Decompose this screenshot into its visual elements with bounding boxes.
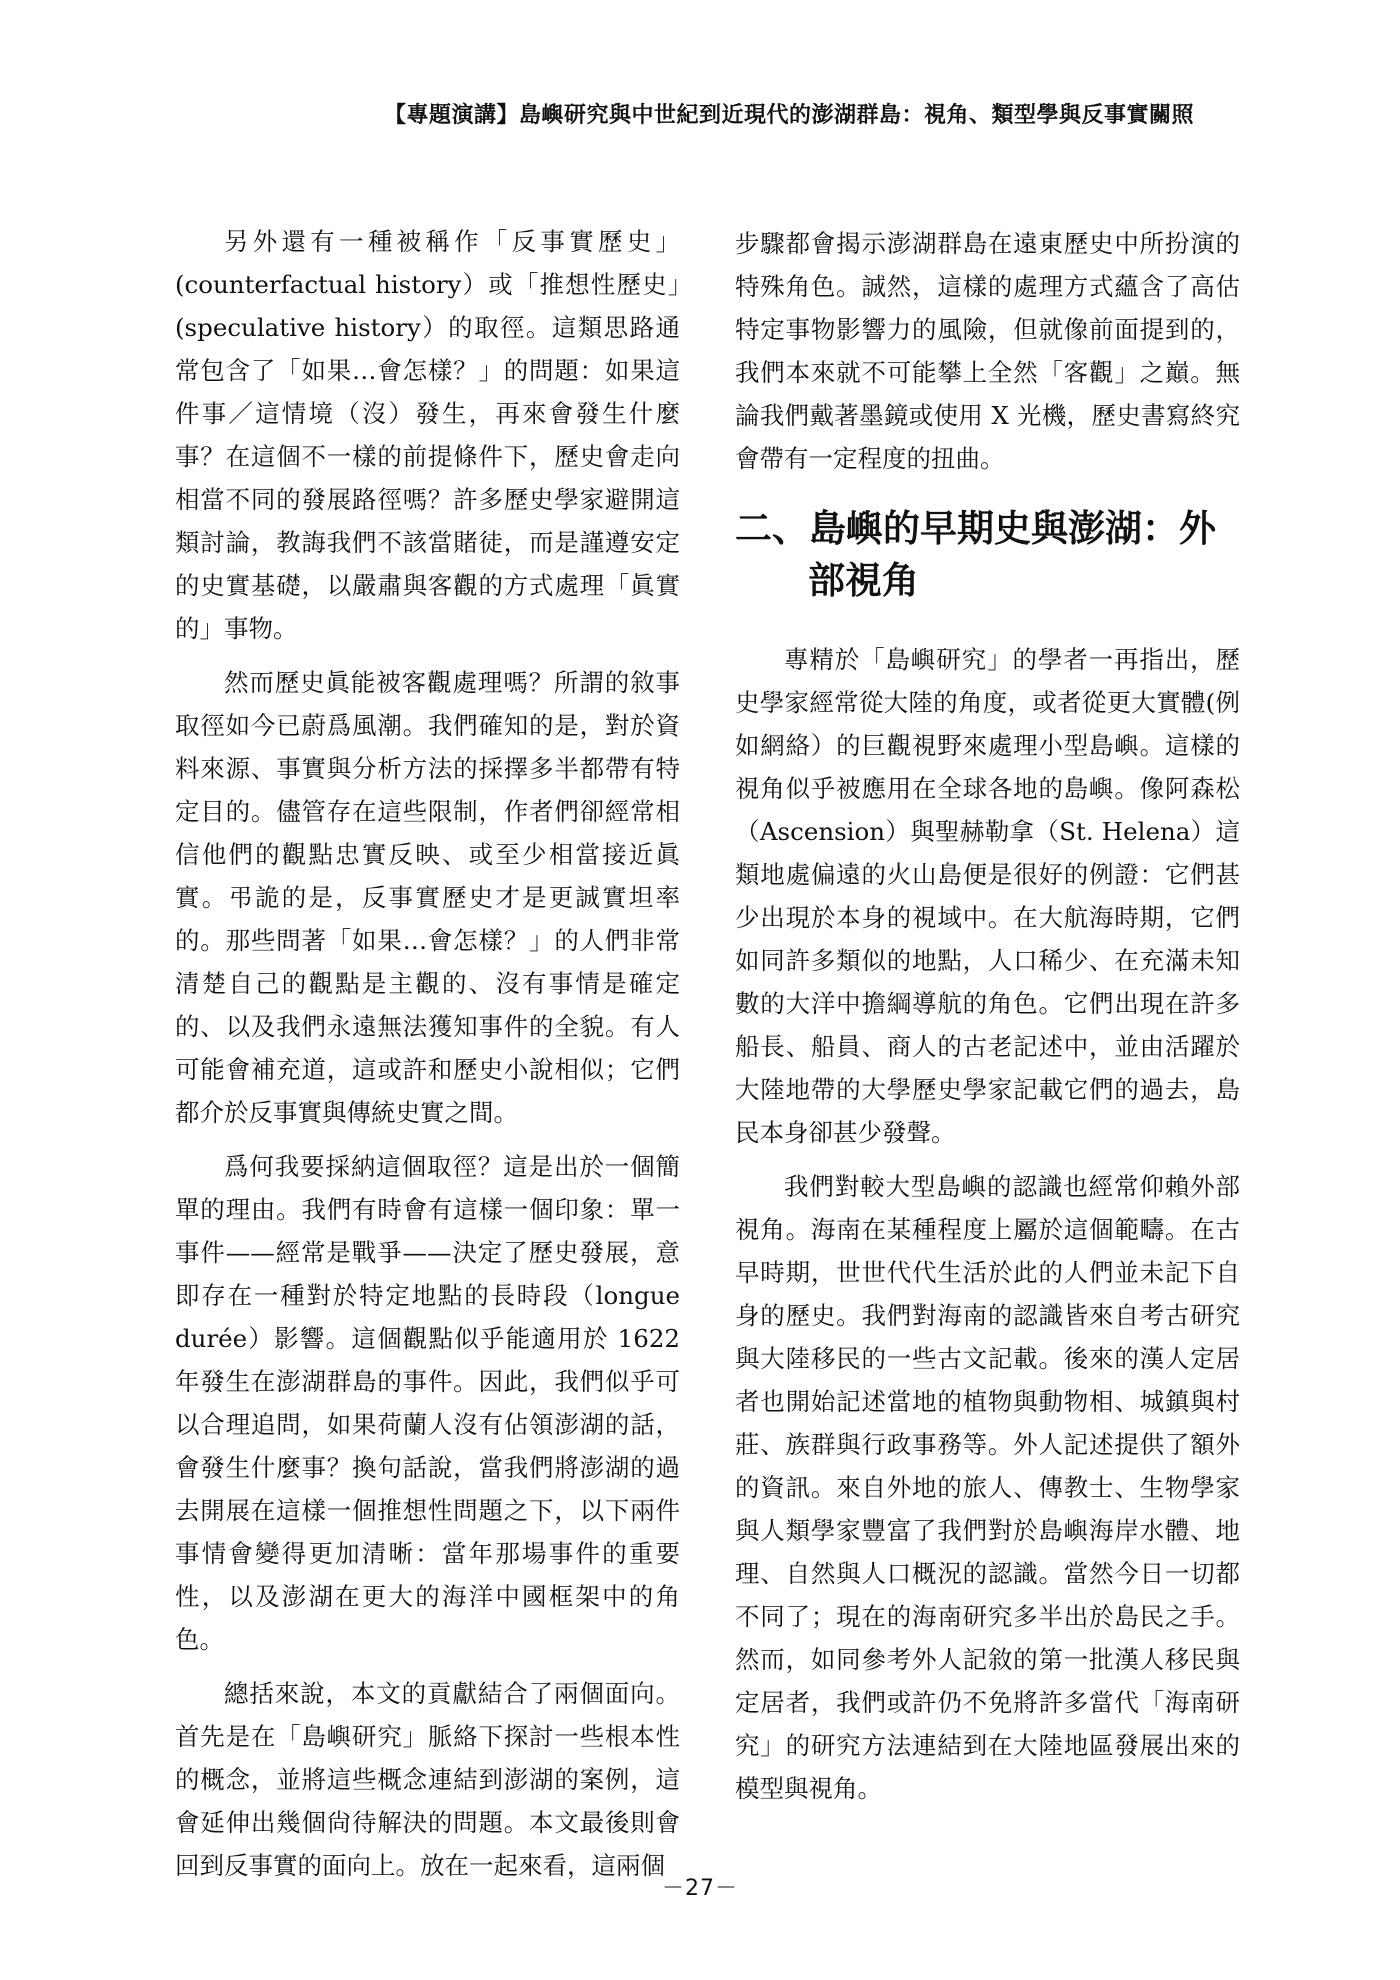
left-column [175, 220, 680, 1887]
running-header: 【專題演講】島嶼研究與中世紀到近現代的澎湖群島：視角、類型學與反事實關照 [383, 103, 1194, 128]
paragraph-island-studies: 專精於「島嶼研究」的學者一再指出，歷史學家經常從大陸的角度，或者從更大實體(例如網絡）的巨觀視野來處理小型島嶼。這樣的視角似乎被應用在全球各地的島嶼。像阿森松（Ascension）與聖赫勒拿（St. Helena）這類地處偏遠的火山島便是很好的例證：它們甚少出現於本身的視域中。在大航海時期，它們如同許多類似的地點，人口稀少、在充滿未知數的大洋中擔綱導航的角色。它們出現在許多船長、船員、商人的古老記述中，並由活躍於大陸地帶的大學歷史學家記載它們的過去，島民本身卻甚少發聲。 [735, 645, 1240, 1147]
paragraph-why-this-approach: 爲何我要採納這個取徑？這是出於一個簡單的理由。我們有時會有這樣一個印象：單一事件——經常是戰爭——決定了歷史發展，意即存在一種對於特定地點的長時段（longue durée）影響。這個觀點似乎能適用於 1622 年發生在澎湖群島的事件。因此，我們似乎可以合理追問，如果荷蘭人沒有佔領澎湖的話，會發生什麼事？換句話說，當我們將澎湖的過去開展在這樣一個推想性問題之下，以下兩件事情會變得更加清晰：當年那場事件的重要性，以及澎湖在更大的海洋中國框架中的角色。 [175, 1152, 680, 1654]
section-heading: 二、島嶼的早期史與澎湖：外部視角 [735, 506, 1216, 602]
paragraph-counterfactual-history: 另外還有一種被稱作「反事實歷史」(counterfactual history）或「推想性歷史」(speculative history）的取徑。這類思路通常包含了「如果…會怎樣？」的問題：如果這件事／這情境（沒）發生，再來會發生什麼事？在這個不一樣的前提條件下，歷史會走向相當不同的發展路徑嗎？許多歷史學家避開這類討論，教誨我們不該當賭徒，而是謹遵安定的史實基礎，以嚴肅與客觀的方式處理「眞實的」事物。 [175, 227, 680, 643]
paragraph-contribution: 總括來說，本文的貢獻結合了兩個面向。首先是在「島嶼研究」脈絡下探討一些根本性的概念，並將這些概念連結到澎湖的案例，這會延伸出幾個尙待解決的問題。本文最後則會回到反事實的面向上。放在一起來看，這兩個 [175, 1679, 680, 1880]
paragraph-hainan: 我們對較大型島嶼的認識也經常仰賴外部視角。海南在某種程度上屬於這個範疇。在古早時期，世世代代生活於此的人們並未記下自身的歷史。我們對海南的認識皆來自考古研究與大陸移民的一些古文記載。後來的漢人定居者也開始記述當地的植物與動物相、城鎮與村莊、族群與行政事務等。外人記述提供了額外的資訊。來自外地的旅人、傳教士、生物學家與人類學家豐富了我們對於島嶼海岸水體、地理、自然與人口概況的認識。當然今日一切都不同了；現在的海南研究多半出於島民之手。然而，如同參考外人記敘的第一批漢人移民與定居者，我們或許仍不免將許多當代「海南研究」的研究方法連結到在大陸地區發展出來的模型與視角。 [735, 1172, 1240, 1803]
paragraph-continuation: 步驟都會揭示澎湖群島在遠東歷史中所扮演的特殊角色。誠然，這樣的處理方式蘊含了高估特定事物影響力的風險，但就像前面提到的，我們本來就不可能攀上全然「客觀」之巔。無論我們戴著墨鏡或使用 X 光機，歷史書寫終究會帶有一定程度的扭曲。 [735, 229, 1240, 473]
paragraph-objectivity: 然而歷史眞能被客觀處理嗎？所謂的敘事取徑如今已蔚爲風潮。我們確知的是，對於資料來源、事實與分析方法的採擇多半都帶有特定目的。儘管存在這些限制，作者們卻經常相信他們的觀點忠實反映、或至少相當接近眞實。弔詭的是，反事實歷史才是更誠實坦率的。那些問著「如果…會怎樣？」的人們非常清楚自己的觀點是主觀的、沒有事情是確定的、以及我們永遠無法獲知事件的全貌。有人可能會補充道，這或許和歷史小說相似；它們都介於反事實與傳統史實之間。 [175, 668, 680, 1127]
right-column [735, 222, 1240, 1810]
page-number: －27－ [662, 1876, 738, 1901]
